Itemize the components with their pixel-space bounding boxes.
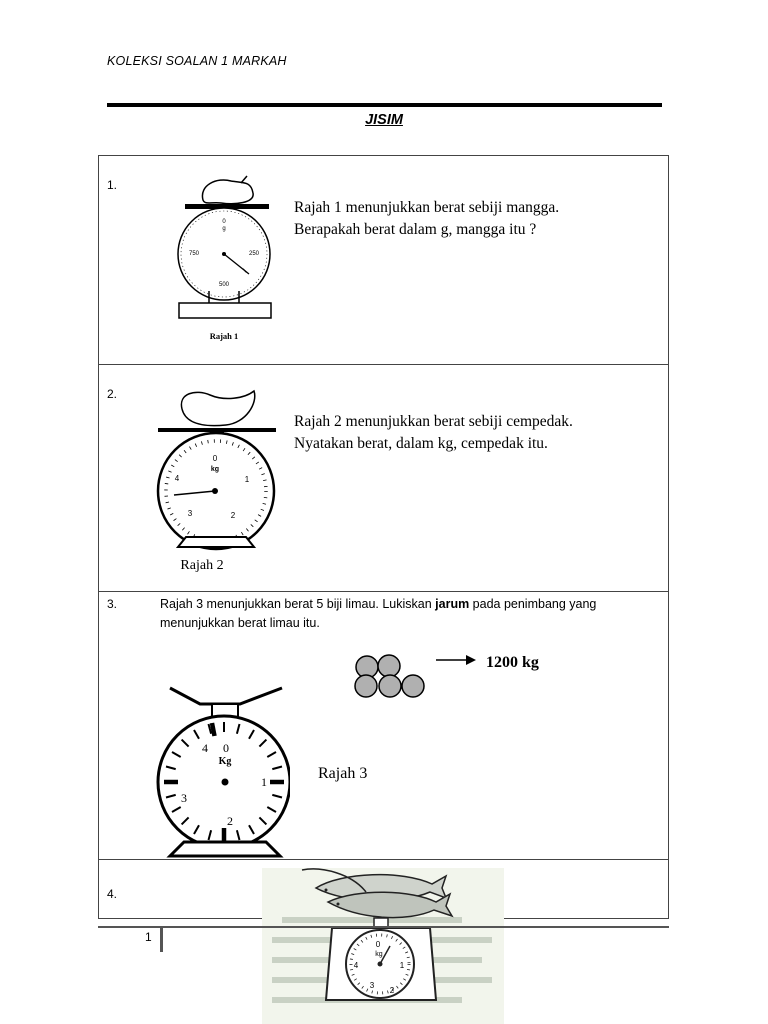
dial-label: 2 [389,986,395,995]
mango-icon [202,180,253,204]
row-divider [98,591,669,592]
dial-label: 3 [181,791,187,805]
scale-platform [158,428,276,432]
limau-icon [378,655,400,677]
question-number: 3. [107,597,118,611]
limau-icon [379,675,401,697]
page-title: JISIM [365,112,403,128]
dial-unit: kg [210,466,220,473]
question-number: 4. [107,887,118,901]
dial-label: 4 [202,741,208,755]
dial-unit: kg [375,951,383,958]
question-text-line: Rajah 2 menunjukkan berat sebiji cempedak. [294,413,573,430]
dial-pivot [212,488,218,494]
dial-label: 1 [261,775,267,789]
dial-label: 4 [353,961,359,970]
mango-stem-icon [241,176,247,183]
dial-label: 250 [248,251,260,257]
limau-icon [402,675,424,697]
figure-label: Rajah 1 [209,331,239,341]
footer-rule [98,926,669,928]
scale-figure-4 [262,862,504,1024]
question-text-part: pada penimbang yang menunjukkan berat limau itu. [160,597,597,630]
question-number: 2. [107,387,118,401]
dial-label: 2 [230,511,236,520]
page-number: 1 [145,930,152,944]
question-text-bold: jarum [435,597,470,611]
dial-pivot [222,252,226,256]
collection-header: KOLEKSI SOALAN 1 MARKAH [107,54,287,68]
arrow-right-icon [436,654,476,666]
limau-group-icon [352,652,436,698]
scale-figure-2 [148,381,288,589]
dial-label: 0 [222,219,226,225]
cempedak-icon [181,391,254,426]
dial-label: 1 [399,961,405,970]
scale-figure-3 [150,684,290,864]
figure-label: Rajah 3 [318,765,368,782]
dial-pivot [378,962,383,967]
figure-label: Rajah 2 [180,558,224,573]
dial-label: 3 [187,509,193,518]
question-text-line: Rajah 1 menunjukkan berat sebiji mangga. [294,199,560,216]
dial-label: 500 [218,282,230,288]
dial-label: 1 [244,475,250,484]
question-text-line: Nyatakan berat, dalam kg, cempedak itu. [294,435,548,452]
dial-label: 4 [174,474,180,483]
scale-figure-1 [165,173,285,345]
question-number: 1. [107,178,118,192]
dial-pivot [222,779,229,786]
footer-divider [160,926,163,952]
question-text-line: Berapakah berat dalam g, mangga itu ? [294,221,537,238]
scale-base [178,537,254,547]
dial-label: 0 [375,940,381,949]
scale-platform [170,688,282,704]
dial-unit: g [222,226,226,232]
question-text-part: Rajah 3 menunjukkan berat 5 biji limau. Lukiskan [160,597,436,611]
question-text [160,595,660,633]
dial-label: 3 [369,981,375,990]
row-divider [98,364,669,365]
dial-unit: Kg [218,756,232,767]
question-text [294,411,573,455]
limau-icon [355,675,377,697]
scale-base [179,303,271,318]
weight-label: 1200 kg [486,654,539,671]
dial-label: 750 [188,251,200,257]
dial-label: 0 [223,741,229,755]
dial-label: 2 [227,814,233,828]
question-text [294,197,559,241]
scale-base [170,842,280,856]
dial-label: 0 [212,454,218,463]
header-rule [107,103,662,107]
